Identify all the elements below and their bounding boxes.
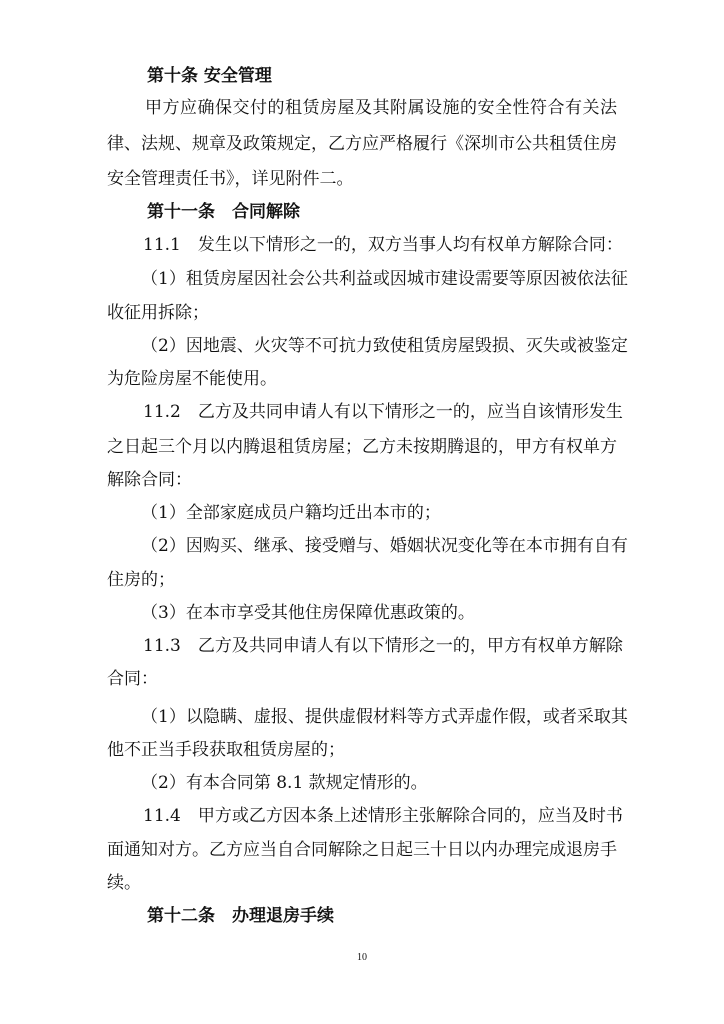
clause-11-4-lead-line-1: 11.4 甲方或乙方因本条上述情形主张解除合同的，应当及时书 (143, 806, 623, 826)
clause-11-2-lead-line-2: 之日起三个月以内腾退租赁房屋；乙方未按期腾退的，甲方有权单方 (107, 437, 617, 457)
clause-11-1-item-1-line-1: （1）租赁房屋因社会公共利益或因城市建设需要等原因被依法征 (141, 269, 628, 289)
clause-11-2-item-1: （1）全部家庭成员户籍均迁出本市的； (141, 503, 441, 523)
clause-11-1-item-2-line-1: （2）因地震、火灾等不可抗力致使租赁房屋毁损、灭失或被鉴定 (141, 336, 628, 356)
clause-11-3-item-1-line-1: （1）以隐瞒、虚报、提供虚假材料等方式弄虚作假，或者采取其 (141, 707, 628, 727)
clause-11-2-lead-line-1: 11.2 乙方及共同申请人有以下情形之一的，应当自该情形发生 (143, 402, 623, 422)
clause-11-2-item-3: （3）在本市享受其他住房保障优惠政策的。 (141, 603, 475, 623)
clause-11-4-lead-line-2: 面通知对方。乙方应当自合同解除之日起三十日以内办理完成退房手 (107, 840, 617, 860)
clause-11-2-lead-line-3: 解除合同： (107, 470, 192, 490)
article-10-para-line-3: 安全管理责任书》，详见附件二。 (107, 169, 354, 189)
article-10-para-line-2: 律、法规、规章及政策规定，乙方应严格履行《深圳市公共租赁住房 (107, 134, 617, 154)
clause-11-4-lead-line-3: 续。 (107, 873, 141, 893)
clause-11-1-lead: 11.1 发生以下情形之一的，双方当事人均有权单方解除合同： (143, 235, 623, 255)
clause-11-3-item-1-line-2: 他不正当手段获取租赁房屋的； (107, 740, 345, 760)
clause-11-3-item-2: （2）有本合同第 8.1 款规定情形的。 (141, 773, 428, 793)
article-10-heading: 第十条 安全管理 (147, 66, 272, 86)
clause-11-3-lead-line-1: 11.3 乙方及共同申请人有以下情形之一的，甲方有权单方解除 (143, 636, 623, 656)
clause-11-2-item-2-line-1: （2）因购买、继承、接受赠与、婚姻状况变化等在本市拥有自有 (141, 536, 628, 556)
clause-11-3-lead-line-2: 合同： (107, 669, 158, 689)
clause-11-1-item-2-line-2: 为危险房屋不能使用。 (107, 369, 277, 389)
article-12-heading: 第十二条 办理退房手续 (147, 906, 334, 926)
page-number: 10 (357, 952, 367, 963)
clause-11-1-item-1-line-2: 收征用拆除； (107, 303, 209, 323)
clause-11-2-item-2-line-2: 住房的； (107, 570, 175, 590)
article-11-heading: 第十一条 合同解除 (147, 202, 300, 222)
article-10-para-line-1: 甲方应确保交付的租赁房屋及其附属设施的安全性符合有关法 (145, 98, 617, 118)
